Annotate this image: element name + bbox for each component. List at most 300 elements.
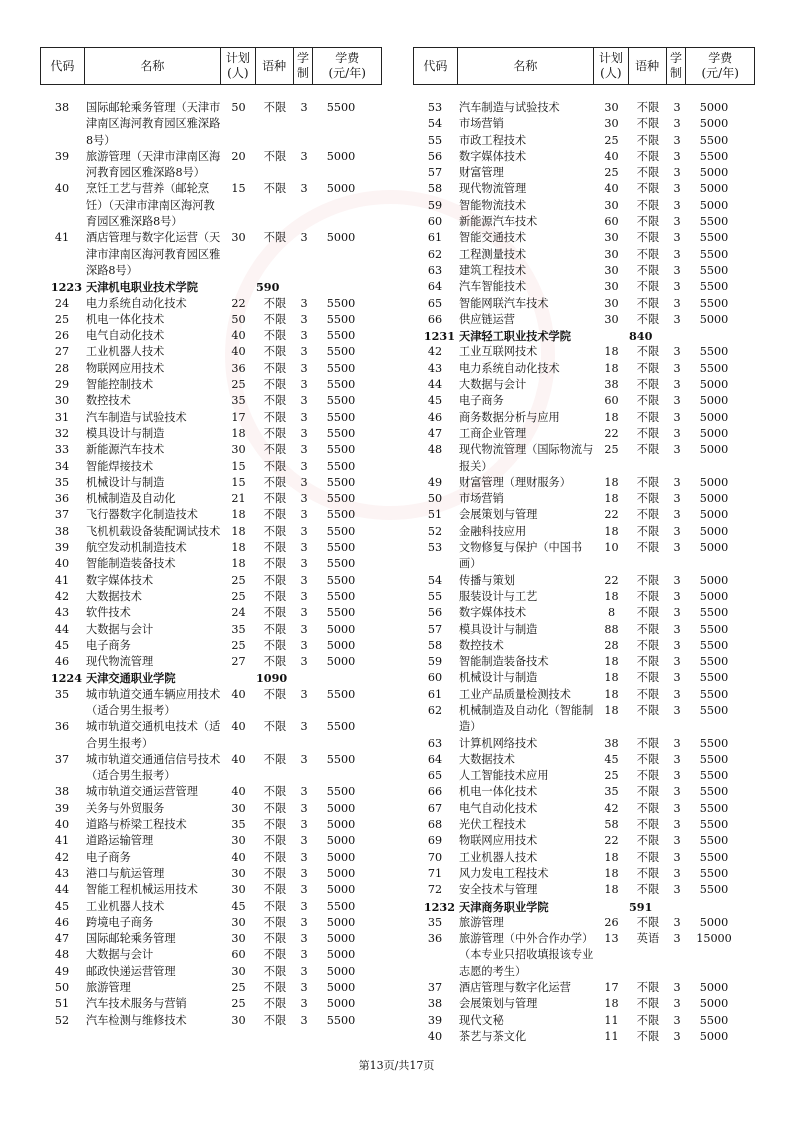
cell-plan: 25 — [604, 769, 619, 783]
cell-lang: 不限 — [263, 883, 287, 897]
cell-lang: 不限 — [263, 492, 287, 506]
cell-lang: 不限 — [636, 915, 660, 929]
cell-code: 45 — [54, 899, 70, 913]
cell-lang: 不限 — [263, 964, 287, 978]
header-code: 代码 — [414, 48, 458, 84]
cell-name: 市场营销 — [459, 117, 504, 131]
table-row — [413, 882, 755, 898]
cell-lang: 不限 — [636, 997, 660, 1011]
cell-plan: 40 — [231, 687, 246, 701]
cell-years: 3 — [300, 981, 308, 995]
header-years: 学 制 — [294, 48, 314, 84]
cell-fee: 15000 — [696, 932, 732, 946]
cell-name: 天津交通职业学院 — [86, 671, 176, 686]
table-row — [40, 344, 382, 360]
cell-name: 市政工程技术 — [459, 133, 527, 147]
cell-name: 智能制造装备技术 — [86, 557, 176, 571]
cell-lang: 不限 — [636, 785, 660, 799]
cell-plan: 30 — [604, 247, 619, 261]
cell-fee: 5500 — [699, 866, 729, 880]
cell-years: 3 — [300, 606, 308, 620]
cell-name: 软件技术 — [86, 606, 131, 620]
table-row — [413, 768, 755, 784]
cell-fee: 5500 — [699, 247, 729, 261]
cell-code: 37 — [54, 508, 70, 522]
cell-lang: 不限 — [263, 899, 287, 913]
table-row — [413, 312, 755, 328]
cell-fee: 5000 — [699, 981, 729, 995]
cell-years: 3 — [673, 215, 681, 229]
cell-name: 文物修复与保护（中国书画） — [459, 541, 583, 571]
cell-fee: 5000 — [699, 182, 729, 196]
cell-lang: 不限 — [263, 378, 287, 392]
header-fee: 学费 (元/年) — [701, 51, 739, 80]
cell-name: 市场营销 — [459, 492, 504, 506]
header-plan: 计划 (人) — [594, 48, 629, 84]
table-row — [40, 296, 382, 312]
cell-plan: 28 — [604, 638, 619, 652]
cell-lang: 不限 — [263, 182, 287, 196]
cell-years: 3 — [673, 508, 681, 522]
cell-years: 3 — [673, 361, 681, 375]
table-row — [40, 475, 382, 491]
cell-name: 天津商务职业学院 — [459, 899, 549, 914]
cell-plan: 50 — [231, 101, 246, 114]
cell-fee: 5000 — [699, 101, 729, 114]
cell-fee: 5500 — [326, 329, 356, 343]
cell-name: 汽车检测与维修技术 — [86, 1013, 187, 1027]
cell-name: 智能物流技术 — [459, 198, 527, 212]
cell-name: 国际邮轮乘务管理 — [86, 932, 176, 946]
cell-plan: 21 — [231, 492, 246, 506]
cell-lang: 不限 — [636, 345, 660, 359]
table-row — [413, 638, 755, 654]
cell-lang: 不限 — [263, 443, 287, 457]
cell-years: 3 — [300, 312, 308, 326]
cell-fee: 5500 — [699, 361, 729, 375]
cell-code: 48 — [427, 443, 443, 457]
cell-plan: 25 — [231, 589, 246, 603]
cell-code: 52 — [54, 1013, 70, 1027]
cell-fee: 5000 — [326, 964, 356, 978]
cell-plan: 20 — [231, 149, 246, 163]
cell-plan: 25 — [604, 133, 619, 147]
cell-lang: 不限 — [636, 769, 660, 783]
cell-fee: 5500 — [699, 263, 729, 277]
cell-lang: 不限 — [263, 426, 287, 440]
cell-code: 39 — [427, 1013, 443, 1027]
cell-plan: 40 — [231, 720, 246, 734]
cell-years: 3 — [300, 557, 308, 571]
cell-fee: 5000 — [699, 443, 729, 457]
table-row — [40, 507, 382, 523]
table-row — [40, 687, 382, 720]
table-row — [413, 784, 755, 800]
cell-years: 3 — [673, 818, 681, 832]
cell-years: 3 — [673, 573, 681, 587]
cell-lang: 不限 — [636, 606, 660, 620]
header-lang: 语种 — [256, 48, 294, 84]
cell-name: 城市轨道交通运营管理 — [86, 785, 198, 799]
cell-lang: 不限 — [263, 687, 287, 701]
cell-fee: 5500 — [699, 752, 729, 766]
cell-code: 42 — [54, 850, 70, 864]
table-row — [413, 980, 755, 996]
cell-years: 3 — [300, 915, 308, 929]
table-row — [413, 670, 755, 686]
cell-code: 31 — [54, 410, 70, 424]
cell-name: 大数据与会计 — [86, 622, 154, 636]
cell-fee: 5500 — [699, 834, 729, 848]
cell-name: 机械设计与制造 — [86, 475, 165, 489]
cell-plan: 590 — [256, 280, 280, 295]
cell-plan: 60 — [231, 948, 246, 962]
cell-plan: 15 — [231, 475, 246, 489]
cell-plan: 50 — [231, 312, 246, 326]
cell-code: 37 — [54, 752, 70, 766]
cell-lang: 不限 — [636, 263, 660, 277]
cell-code: 56 — [427, 149, 443, 163]
cell-name: 现代物流管理 — [86, 655, 154, 669]
cell-name: 工业机器人技术 — [459, 850, 538, 864]
cell-fee: 5500 — [699, 231, 729, 245]
cell-lang: 不限 — [636, 443, 660, 457]
cell-name: 道路运输管理 — [86, 834, 154, 848]
cell-plan: 18 — [604, 589, 619, 603]
table-row — [40, 573, 382, 589]
cell-fee: 5000 — [699, 492, 729, 506]
table-row — [40, 899, 382, 915]
cell-fee: 5500 — [699, 801, 729, 815]
cell-years: 3 — [300, 1013, 308, 1027]
cell-fee: 5000 — [326, 948, 356, 962]
cell-name: 财富管理 — [459, 166, 504, 180]
table-row — [413, 654, 755, 670]
cell-name: 茶艺与茶文化 — [459, 1029, 527, 1043]
cell-years: 3 — [300, 801, 308, 815]
cell-code: 46 — [54, 915, 70, 929]
cell-years: 3 — [300, 948, 308, 962]
table-row — [413, 1029, 755, 1045]
cell-years: 3 — [673, 117, 681, 131]
cell-name: 大数据技术 — [459, 752, 515, 766]
cell-lang: 不限 — [263, 866, 287, 880]
cell-fee: 5500 — [326, 475, 356, 489]
cell-plan: 18 — [604, 655, 619, 669]
cell-plan: 30 — [604, 296, 619, 310]
cell-code: 60 — [427, 215, 443, 229]
table-row — [413, 1013, 755, 1029]
cell-name: 会展策划与管理 — [459, 508, 538, 522]
cell-years: 3 — [673, 589, 681, 603]
cell-fee: 5500 — [326, 378, 356, 392]
cell-fee: 5500 — [699, 883, 729, 897]
cell-name: 数控技术 — [459, 638, 504, 652]
cell-code: 1231 — [423, 329, 455, 344]
cell-code: 38 — [427, 997, 443, 1011]
cell-name: 模具设计与制造 — [459, 622, 538, 636]
table-row — [413, 622, 755, 638]
cell-fee: 5000 — [326, 932, 356, 946]
school-row — [40, 279, 382, 295]
cell-years: 3 — [673, 638, 681, 652]
cell-years: 3 — [300, 687, 308, 701]
table-row — [40, 1013, 382, 1029]
cell-plan: 35 — [231, 394, 246, 408]
cell-code: 61 — [427, 231, 443, 245]
cell-plan: 30 — [231, 883, 246, 897]
cell-code: 39 — [54, 801, 70, 815]
cell-plan: 26 — [604, 915, 619, 929]
cell-code: 49 — [427, 475, 443, 489]
cell-lang: 不限 — [263, 541, 287, 555]
cell-plan: 18 — [231, 508, 246, 522]
cell-lang: 不限 — [636, 426, 660, 440]
cell-years: 3 — [673, 981, 681, 995]
table-row — [413, 198, 755, 214]
cell-plan: 30 — [604, 312, 619, 326]
cell-plan: 30 — [231, 1013, 246, 1027]
cell-code: 49 — [54, 964, 70, 978]
cell-plan: 18 — [604, 410, 619, 424]
cell-lang: 不限 — [636, 589, 660, 603]
cell-plan: 40 — [231, 752, 246, 766]
table-row — [413, 377, 755, 393]
cell-fee: 5500 — [699, 622, 729, 636]
cell-plan: 22 — [604, 426, 619, 440]
cell-code: 36 — [54, 492, 70, 506]
cell-name: 现代文秘 — [459, 1013, 504, 1027]
table-row — [413, 296, 755, 312]
cell-years: 3 — [300, 866, 308, 880]
table-row — [413, 442, 755, 475]
table-row — [40, 915, 382, 931]
cell-years: 3 — [673, 883, 681, 897]
cell-name: 飞行器数字化制造技术 — [86, 508, 198, 522]
cell-lang: 不限 — [636, 133, 660, 147]
cell-plan: 36 — [231, 361, 246, 375]
table-row — [40, 377, 382, 393]
header-code: 代码 — [41, 48, 85, 84]
cell-fee: 5500 — [699, 296, 729, 310]
cell-years: 3 — [300, 182, 308, 196]
cell-lang: 不限 — [636, 247, 660, 261]
cell-plan: 25 — [604, 443, 619, 457]
cell-lang: 不限 — [636, 231, 660, 245]
cell-code: 32 — [54, 426, 70, 440]
cell-code: 33 — [54, 443, 70, 457]
cell-years: 3 — [673, 263, 681, 277]
cell-plan: 13 — [604, 932, 619, 946]
cell-years: 3 — [300, 329, 308, 343]
cell-code: 59 — [427, 198, 443, 212]
cell-plan: 18 — [604, 345, 619, 359]
cell-lang: 不限 — [636, 312, 660, 326]
cell-plan: 30 — [231, 231, 246, 245]
cell-fee: 5500 — [326, 410, 356, 424]
cell-name: 汽车技术服务与营销 — [86, 997, 187, 1011]
table-row — [413, 915, 755, 931]
cell-name: 汽车制造与试验技术 — [459, 101, 560, 114]
cell-name: 新能源汽车技术 — [86, 443, 165, 457]
cell-name: 金融科技应用 — [459, 524, 527, 538]
cell-fee: 5500 — [699, 703, 729, 717]
table-row — [413, 491, 755, 507]
cell-plan: 1090 — [256, 671, 288, 686]
cell-lang: 不限 — [636, 410, 660, 424]
cell-years: 3 — [673, 866, 681, 880]
table-row — [413, 361, 755, 377]
cell-name: 天津轻工职业技术学院 — [459, 329, 571, 344]
cell-code: 61 — [427, 687, 443, 701]
table-row — [40, 556, 382, 572]
cell-code: 54 — [427, 573, 443, 587]
cell-years: 3 — [673, 932, 681, 946]
table-row — [413, 475, 755, 491]
table-row — [413, 752, 755, 768]
table-row — [40, 801, 382, 817]
cell-fee: 5500 — [326, 573, 356, 587]
cell-name: 机械制造及自动化（智能制造） — [459, 703, 594, 734]
cell-name: 城市轨道交通车辆应用技术（适合男生报考） — [86, 687, 221, 717]
table-header-left — [40, 47, 382, 85]
cell-name: 电力系统自动化技术 — [86, 296, 187, 310]
cell-lang: 不限 — [263, 801, 287, 815]
cell-plan: 40 — [604, 182, 619, 196]
cell-years: 3 — [300, 426, 308, 440]
cell-plan: 17 — [231, 410, 246, 424]
cell-code: 43 — [54, 606, 70, 620]
cell-years: 3 — [673, 736, 681, 750]
cell-years: 3 — [673, 475, 681, 489]
cell-lang: 不限 — [263, 101, 287, 114]
cell-lang: 不限 — [263, 981, 287, 995]
cell-name: 工业机器人技术 — [86, 345, 165, 359]
cell-code: 53 — [427, 541, 443, 555]
school-row — [413, 899, 755, 915]
cell-code: 50 — [427, 492, 443, 506]
cell-name: 物联网应用技术 — [86, 361, 165, 375]
table-row — [40, 540, 382, 556]
cell-code: 65 — [427, 296, 443, 310]
cell-code: 37 — [427, 981, 443, 995]
cell-code: 1223 — [50, 280, 82, 295]
table-row — [40, 719, 382, 752]
cell-name: 建筑工程技术 — [459, 263, 527, 277]
cell-plan: 30 — [231, 915, 246, 929]
cell-years: 3 — [673, 834, 681, 848]
cell-fee: 5000 — [326, 182, 356, 196]
cell-code: 41 — [54, 834, 70, 848]
cell-fee: 5500 — [326, 459, 356, 473]
cell-lang: 不限 — [636, 117, 660, 131]
cell-plan: 45 — [604, 752, 619, 766]
cell-lang: 不限 — [263, 720, 287, 734]
cell-fee: 5000 — [326, 915, 356, 929]
cell-name: 机械制造及自动化 — [86, 492, 176, 506]
cell-name: 人工智能技术应用 — [459, 769, 549, 783]
cell-fee: 5500 — [326, 752, 356, 766]
cell-name: 工商企业管理 — [459, 426, 527, 440]
header-plan: 计划 (人) — [221, 48, 256, 84]
cell-years: 3 — [673, 426, 681, 440]
cell-lang: 不限 — [636, 703, 660, 717]
cell-lang: 不限 — [636, 1013, 660, 1027]
cell-plan: 45 — [231, 899, 246, 913]
cell-years: 3 — [300, 101, 308, 114]
cell-years: 3 — [300, 459, 308, 473]
cell-code: 36 — [427, 932, 443, 946]
cell-years: 3 — [673, 1013, 681, 1027]
table-row — [413, 149, 755, 165]
cell-plan: 18 — [604, 997, 619, 1011]
cell-code: 62 — [427, 247, 443, 261]
cell-fee: 5000 — [326, 997, 356, 1011]
cell-plan: 11 — [604, 1013, 619, 1027]
table-row — [413, 344, 755, 360]
cell-plan: 35 — [231, 622, 246, 636]
cell-years: 3 — [300, 638, 308, 652]
cell-name: 港口与航运管理 — [86, 866, 165, 880]
cell-years: 3 — [673, 997, 681, 1011]
cell-fee: 5500 — [326, 606, 356, 620]
cell-code: 42 — [427, 345, 443, 359]
cell-lang: 不限 — [636, 361, 660, 375]
cell-years: 3 — [673, 1029, 681, 1043]
cell-lang: 不限 — [263, 834, 287, 848]
cell-name: 天津机电职业技术学院 — [86, 280, 198, 295]
cell-plan: 27 — [231, 655, 246, 669]
cell-fee: 5000 — [699, 541, 729, 555]
cell-fee: 5000 — [326, 850, 356, 864]
cell-years: 3 — [300, 345, 308, 359]
cell-years: 3 — [300, 655, 308, 669]
table-row — [40, 361, 382, 377]
cell-lang: 不限 — [263, 459, 287, 473]
cell-years: 3 — [673, 133, 681, 147]
cell-code: 60 — [427, 671, 443, 685]
cell-lang: 不限 — [263, 638, 287, 652]
cell-name: 传播与策划 — [459, 573, 515, 587]
cell-fee: 5500 — [699, 671, 729, 685]
table-row — [40, 181, 382, 230]
table-row — [413, 801, 755, 817]
cell-fee: 5500 — [326, 589, 356, 603]
cell-code: 51 — [54, 997, 70, 1011]
table-body-left — [40, 100, 382, 1029]
table-row — [40, 100, 382, 149]
table-row — [40, 638, 382, 654]
table-row — [413, 866, 755, 882]
table-row — [413, 540, 755, 573]
cell-years: 3 — [673, 541, 681, 555]
table-row — [40, 817, 382, 833]
cell-lang: 不限 — [636, 508, 660, 522]
header-name: 名称 — [85, 48, 221, 84]
cell-name: 飞机机载设备装配调试技术 — [86, 524, 221, 538]
cell-lang: 不限 — [263, 818, 287, 832]
table-row — [40, 149, 382, 182]
cell-lang: 不限 — [263, 997, 287, 1011]
cell-plan: 18 — [604, 687, 619, 701]
cell-fee: 5000 — [699, 198, 729, 212]
table-row — [413, 687, 755, 703]
cell-years: 3 — [300, 589, 308, 603]
cell-plan: 25 — [231, 573, 246, 587]
table-row — [40, 866, 382, 882]
cell-name: 旅游管理 — [86, 981, 131, 995]
table-row — [40, 312, 382, 328]
